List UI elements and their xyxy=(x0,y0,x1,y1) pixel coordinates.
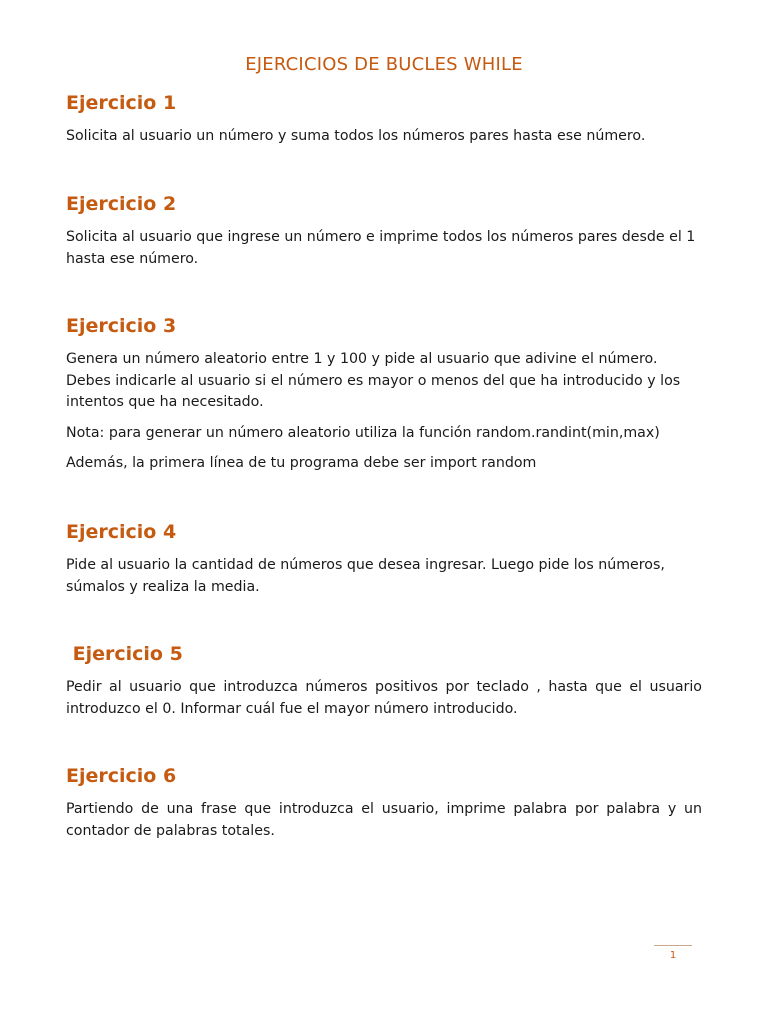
exercise-1-heading: Ejercicio 1 xyxy=(66,92,177,114)
exercise-6-heading: Ejercicio 6 xyxy=(66,765,177,787)
exercise-2-heading: Ejercicio 2 xyxy=(66,193,177,215)
exercise-6-text: Partiendo de una frase que introduzca el usuario, imprime palabra por palabra y un contador de palabras totales. xyxy=(66,801,702,839)
exercise-1-text: Solicita al usuario un número y suma todos los números pares hasta ese número. xyxy=(66,128,646,144)
exercise-4-text: Pide al usuario la cantidad de números que desea ingresar. Luego pide los números, súmalos y realiza la media. xyxy=(66,557,665,595)
page-number: 1 xyxy=(654,945,692,961)
exercise-5 xyxy=(66,641,702,720)
exercise-4-heading: Ejercicio 4 xyxy=(66,521,177,543)
exercise-3-note: Nota: para generar un número aleatorio utiliza la función random.randint(min,max) xyxy=(66,424,660,441)
exercise-3 xyxy=(66,313,702,475)
exercise-2-text: Solicita al usuario que ingrese un número e imprime todos los números pares desde el 1 hasta ese número. xyxy=(66,229,696,267)
exercise-5-heading: Ejercicio 5 xyxy=(66,643,183,665)
exercise-3-import-note: Además, la primera línea de tu programa debe ser import random xyxy=(66,455,537,471)
exercise-4 xyxy=(66,519,702,598)
exercise-1 xyxy=(66,90,702,148)
exercise-5-text: Pedir al usuario que introduzca números positivos por teclado , hasta que el usuario introduzco el 0. Informar cuál fue el mayor número introducido. xyxy=(66,679,702,717)
exercise-3-heading: Ejercicio 3 xyxy=(66,315,177,337)
exercise-2 xyxy=(66,191,702,270)
document-title: EJERCICIOS DE BUCLES WHILE xyxy=(245,54,523,75)
exercise-3-text: Genera un número aleatorio entre 1 y 100 y pide al usuario que adivine el número. Debes indicarle al usuario si el número es mayor o menos del que ha introducido y los intentos que ha necesitado. xyxy=(66,351,681,410)
exercise-6 xyxy=(66,763,702,842)
